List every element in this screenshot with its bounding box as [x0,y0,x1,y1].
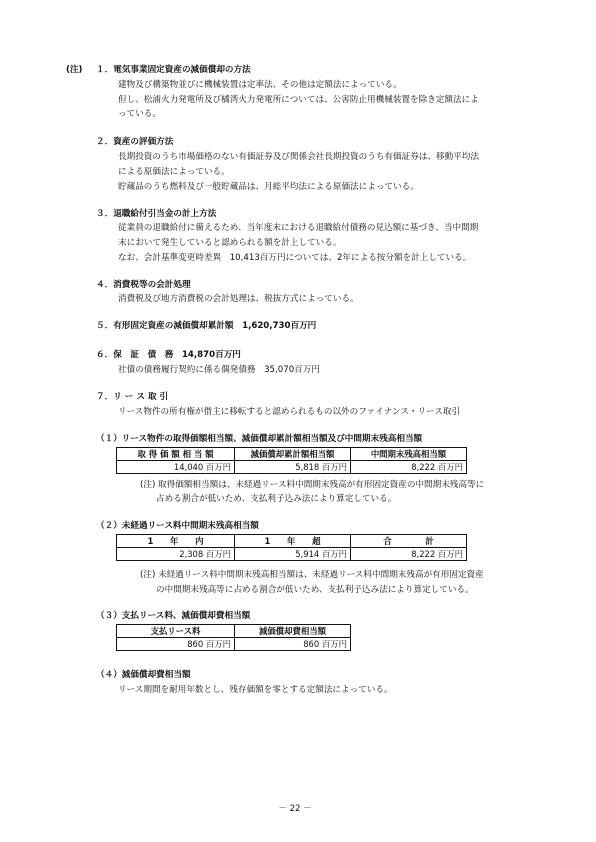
header-depreciation-equivalent: 減価償却費相当額 [235,625,351,638]
note-2-line-3: 貯蔵品のうち燃料及び一般貯蔵品は、月総平均法による原価法によっている。 [118,182,419,192]
value-accumulated-depreciation: 5,818 百万円 [235,461,351,474]
table-header-row [117,625,351,638]
page-number: － 22 － [278,804,312,814]
table-row [117,461,467,474]
header-total: 合 計 [351,535,467,548]
table-header-row [117,535,467,548]
table-row [117,638,351,651]
note-6-line-1: 社債の債務履行契約に係る偶発債務 35,070百万円 [118,365,320,375]
table-header-row [117,448,467,461]
note-3-line-3: なお、会計基準変更時差異 10,413百万円については、2年による按分額を計上している。 [118,253,472,263]
value-interim-balance: 8,222 百万円 [351,461,467,474]
section-2-title: （２）未経過リース料中間期末残高相当額 [96,521,259,531]
note-4-title: ４．消費税等の会計処理 [96,280,191,290]
section-2-note-line-2: の中間期末残高等に占める割合が低いため、支払利子込み法により算定している。 [156,585,474,595]
header-within-one-year: 1 年 内 [117,535,235,548]
note-5-title: ５．有形固定資産の減価償却累計額 1,620,730百万円 [96,321,317,331]
unexpired-lease-table [116,534,467,561]
note-1-line-1: 建物及び構築物並びに機械装置は定率法、その他は定額法によっている。 [118,80,402,90]
value-acquisition-cost: 14,040 百万円 [117,461,235,474]
section-1-title: （１）リース物件の取得価額相当額、減価償却累計額相当額及び中間期末残高相当額 [96,434,423,444]
note-1-line-2: 但し、松浦火力発電所及び橘湾火力発電所については、公害防止用機械装置を除き定額法によ [118,95,479,105]
acquisition-cost-table [116,447,467,474]
note-7-line-1: リース物件の所有権が借主に移転すると認められるもの以外のファイナンス・リース取引 [118,407,461,417]
value-over-one-year: 5,914 百万円 [235,548,351,561]
note-2-line-1: 長期投資のうち市場価格のない有価証券及び関係会社長期投資のうち有価証券は、移動平均法 [118,152,479,162]
note-2-line-2: による原価法によっている。 [118,167,230,177]
section-1-note-line-2: 占める割合が低いため、支払利子込み法により算定している。 [156,494,397,504]
note-3-line-1: 従業員の退職給付に備えるため、当年度末における退職給付債務の見込額に基づき、当中間期 [118,223,479,233]
value-depreciation-equivalent: 860 百万円 [235,638,351,651]
section-3-title: （３）支払リース料、減価償却費相当額 [96,611,251,621]
value-lease-payments: 860 百万円 [117,638,235,651]
note-2-title: ２．資産の評価方法 [96,137,174,147]
note-4-line-1: 消費税及び地方消費税の会計処理は、税抜方式によっている。 [118,294,359,304]
lease-payments-table [116,624,351,651]
header-over-one-year: 1 年 超 [235,535,351,548]
header-acquisition-cost: 取 得 価 額 相 当 額 [117,448,235,461]
value-total: 8,222 百万円 [351,548,467,561]
header-lease-payments: 支払リース料 [117,625,235,638]
note-3-title: ３．退職給付引当金の計上方法 [96,209,217,219]
table-row [117,548,467,561]
note-1-line-3: っている。 [118,109,161,119]
section-4-line-1: リース期間を耐用年数とし、残存価額を零とする定額法によっている。 [118,685,393,695]
header-interim-balance: 中間期末残高相当額 [351,448,467,461]
note-1-title: １．電気事業固定資産の減価償却の方法 [96,65,251,75]
header-accumulated-depreciation: 減価償却累計額相当額 [235,448,351,461]
note-6-title: ６．保 証 債 務 14,870百万円 [96,350,241,360]
note-3-line-2: 末において発生していると認められる額を計上している。 [118,238,342,248]
section-4-title: （４）減価償却費相当額 [96,670,191,680]
section-2-note-line-1: (注) 未経過リース料中間期末残高相当額は、未経過リース料中間期末残高が有形固定資産 [140,570,484,580]
note-prefix: (注) [66,65,83,75]
value-within-one-year: 2,308 百万円 [117,548,235,561]
section-1-note-line-1: (注) 取得価額相当額は、未経過リース料中間期末残高が有形固定資産の中間期末残高等に [140,480,485,490]
note-7-title: ７．リ ー ス 取 引 [96,392,169,402]
